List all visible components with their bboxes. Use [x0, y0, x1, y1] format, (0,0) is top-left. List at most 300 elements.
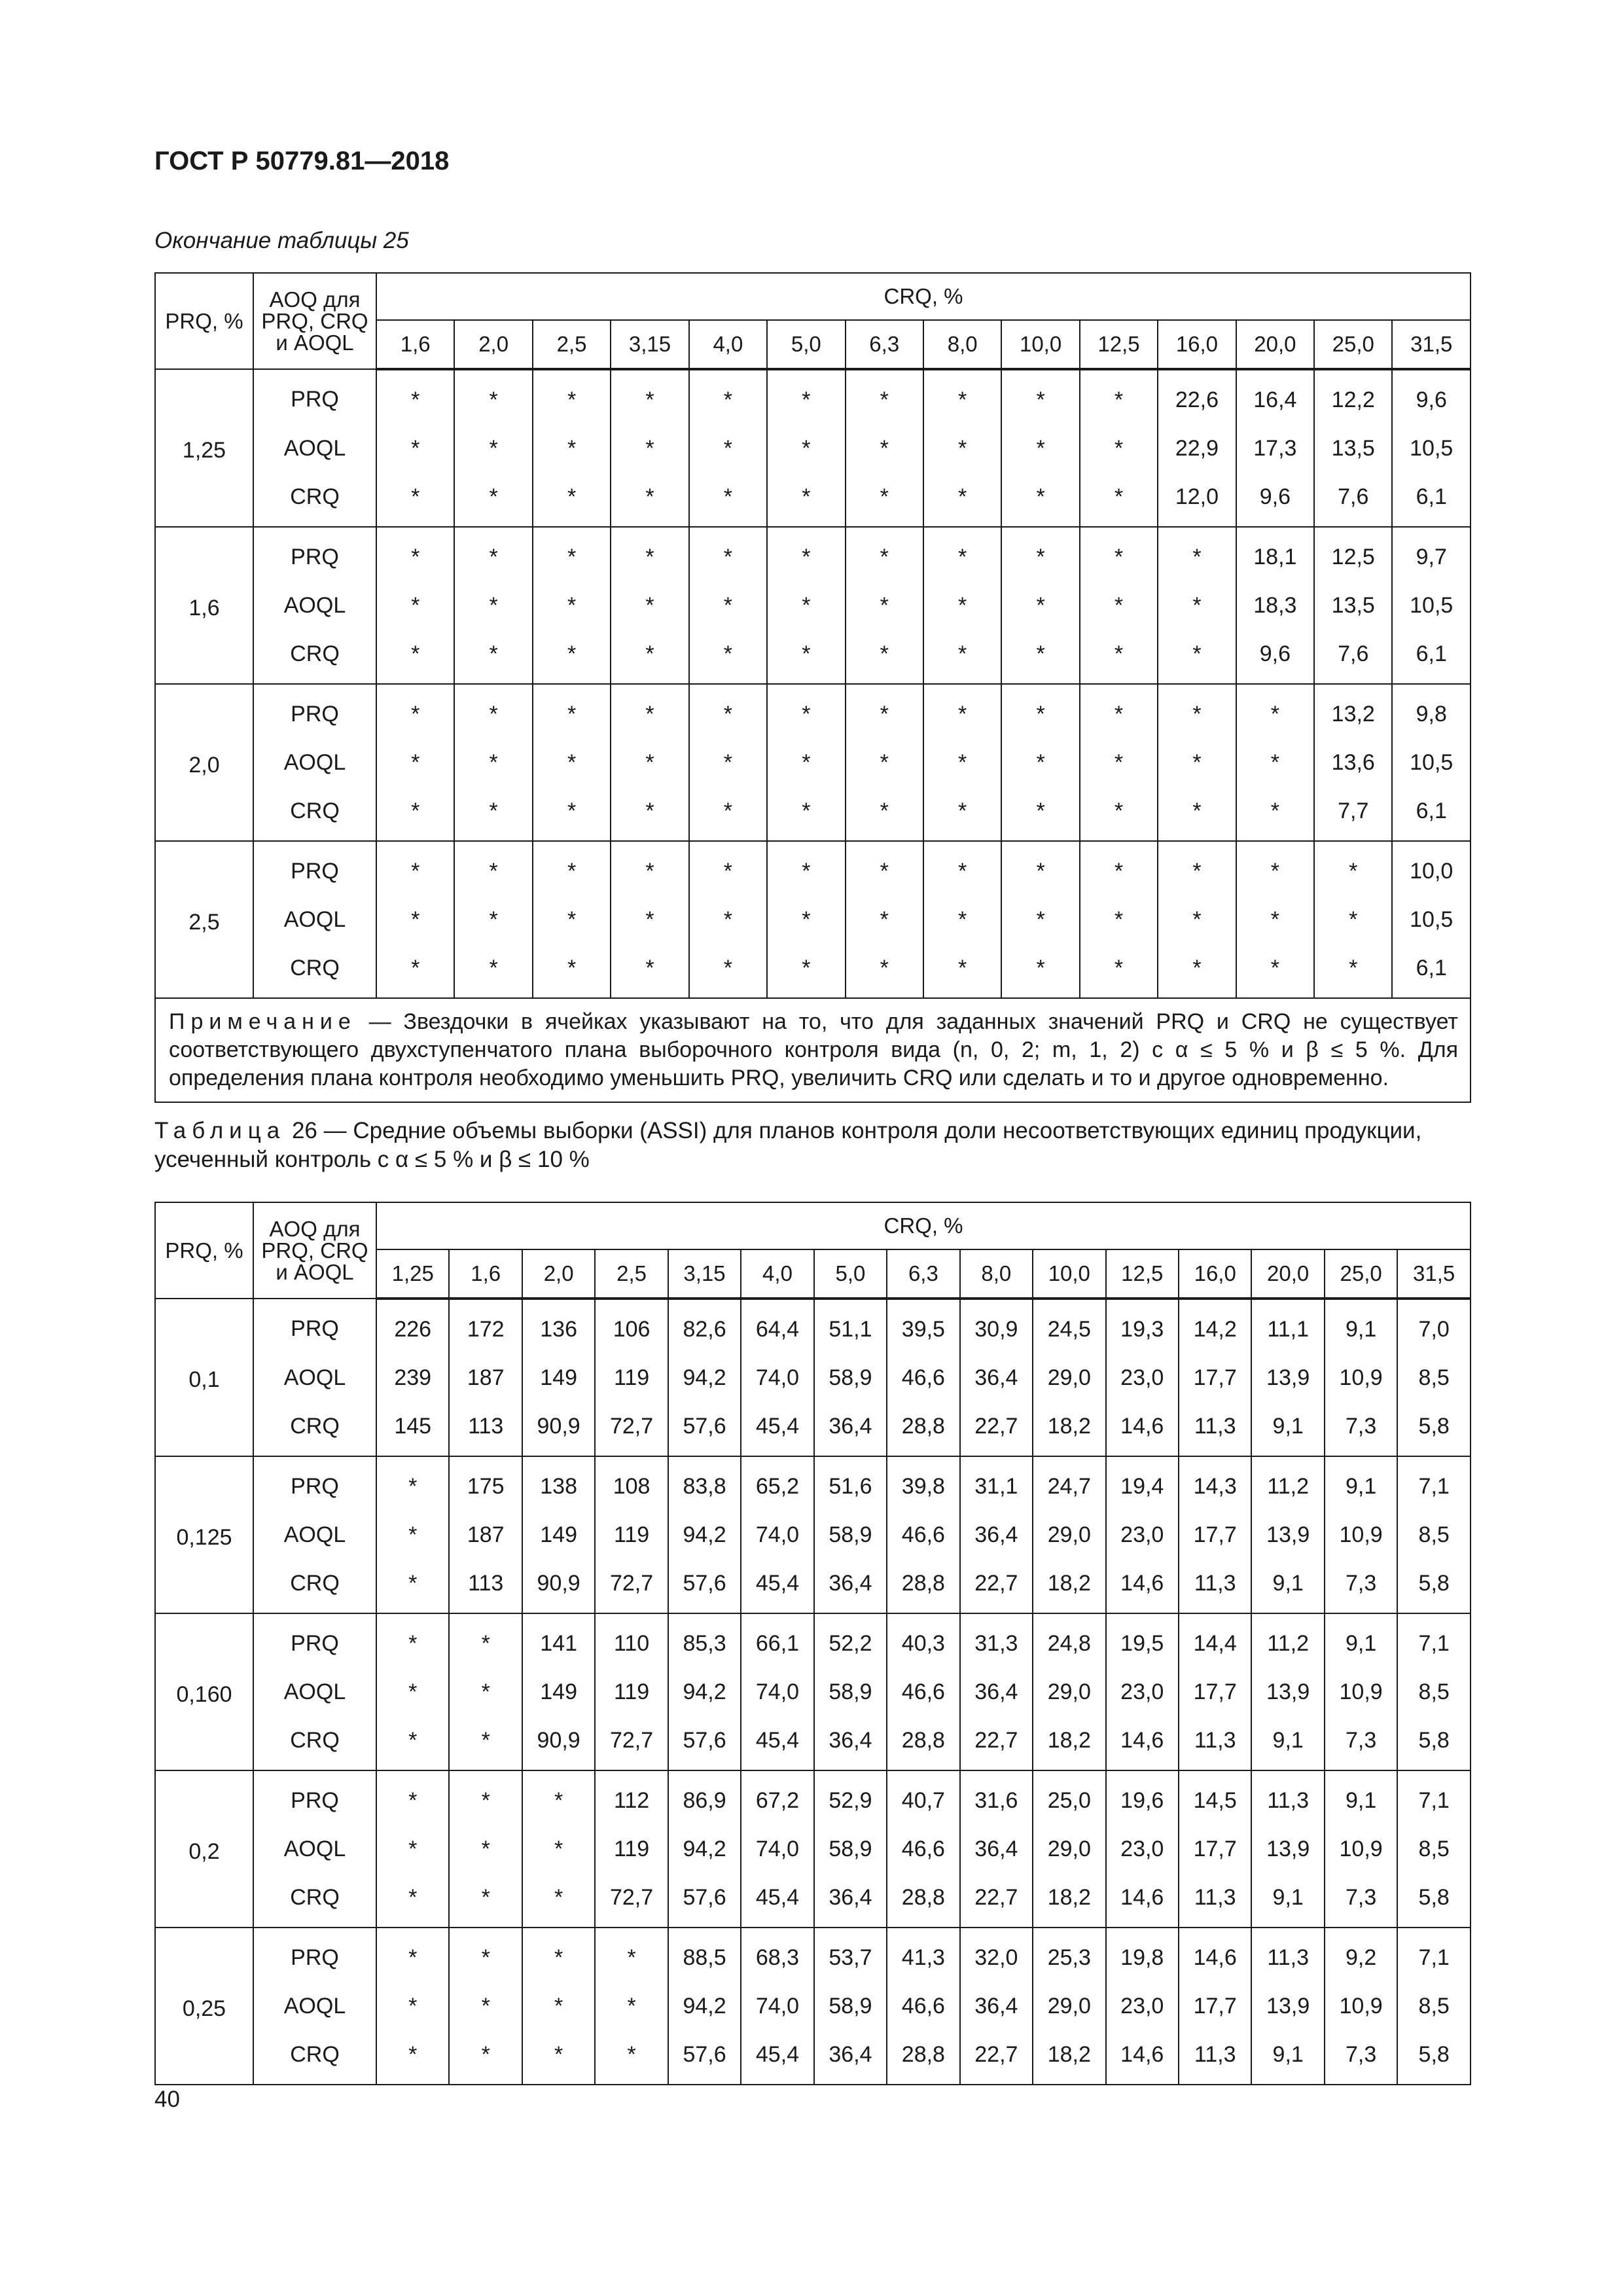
row-type-label: PRQ	[253, 684, 376, 738]
table-cell: 11,1	[1251, 1299, 1324, 1354]
table-cell: 10,9	[1325, 1354, 1397, 1402]
row-type-label: PRQ	[253, 527, 376, 581]
table-cell: *	[846, 944, 923, 998]
row-type-label: AOQL	[253, 581, 376, 630]
table-cell: 58,9	[814, 1668, 887, 1716]
table-cell: *	[454, 424, 532, 473]
table-cell: 11,3	[1179, 1873, 1251, 1928]
row-type-label: PRQ	[253, 1613, 376, 1668]
table-cell: *	[376, 1982, 449, 2030]
table-cell: *	[846, 738, 923, 787]
crq-value-header: 6,3	[887, 1249, 959, 1299]
crq-value-header: 6,3	[846, 320, 923, 369]
table-cell: 16,4	[1236, 369, 1314, 424]
table-cell: *	[522, 1825, 595, 1873]
crq-value-header: 25,0	[1314, 320, 1392, 369]
table-cell: 13,9	[1251, 1354, 1324, 1402]
table-cell: 10,9	[1325, 1825, 1397, 1873]
table-cell: *	[533, 944, 611, 998]
table-cell: 145	[376, 1402, 449, 1456]
table-cell: 46,6	[887, 1982, 959, 2030]
crq-value-header: 1,25	[376, 1249, 449, 1299]
table-cell: 52,9	[814, 1770, 887, 1825]
table-cell: 90,9	[522, 1402, 595, 1456]
table-cell: *	[767, 630, 845, 684]
table-row	[155, 630, 1471, 684]
table-cell: *	[767, 424, 845, 473]
table-cell: 36,4	[960, 1354, 1033, 1402]
table-cell: *	[376, 895, 454, 944]
table25-note	[155, 998, 1471, 1102]
crq-value-header: 2,5	[595, 1249, 668, 1299]
row-type-label: AOQL	[253, 1511, 376, 1559]
crq-value-header: 16,0	[1158, 320, 1236, 369]
crq-value-header: 4,0	[689, 320, 767, 369]
table-cell: 13,5	[1314, 581, 1392, 630]
prq-column-header: PRQ, %	[155, 273, 253, 369]
table-cell: *	[1158, 527, 1236, 581]
table-cell: 11,2	[1251, 1613, 1324, 1668]
table-cell: 14,5	[1179, 1770, 1251, 1825]
table-cell: *	[533, 369, 611, 424]
table-cell: 74,0	[741, 1511, 813, 1559]
crq-column-header: CRQ, %	[376, 1202, 1471, 1249]
table-row	[155, 1559, 1471, 1613]
note-text: — Звездочки в ячейках указывают на то, что для заданных значений PRQ и CRQ не существует соответствующего двухступенчатого плана выборочного контроля вида (n, 0, 2; m, 1, 2) с α ≤ 5 % и β ≤ 5 %. Для определения плана контроля необходимо уменьшить PRQ, увеличить CRQ или сделать и то и другое одновременно.	[169, 1009, 1458, 1090]
table-cell: *	[454, 473, 532, 527]
table-cell: *	[376, 1456, 449, 1511]
table-cell: *	[923, 473, 1001, 527]
table-cell: *	[767, 787, 845, 841]
table-cell: 57,6	[668, 1559, 741, 1613]
table-cell: 72,7	[595, 1402, 668, 1456]
crq-value-header: 31,5	[1397, 1249, 1471, 1299]
row-type-label: PRQ	[253, 1299, 376, 1354]
table-cell: 86,9	[668, 1770, 741, 1825]
table-cell: *	[533, 473, 611, 527]
crq-value-header: 2,0	[454, 320, 532, 369]
table-cell: 36,4	[960, 1825, 1033, 1873]
table-cell: 172	[449, 1299, 522, 1354]
table26-caption	[154, 1117, 1470, 1174]
table-cell: 25,3	[1033, 1928, 1105, 1982]
table-cell: 9,1	[1325, 1299, 1397, 1354]
table-cell: *	[522, 1770, 595, 1825]
crq-value-header: 3,15	[611, 320, 688, 369]
table-cell: 51,1	[814, 1299, 887, 1354]
crq-value-header: 8,0	[960, 1249, 1033, 1299]
table-cell: *	[923, 787, 1001, 841]
prq-group-value: 1,25	[155, 369, 253, 527]
table-cell: 57,6	[668, 2030, 741, 2085]
row-type-label: AOQL	[253, 424, 376, 473]
table-cell: 9,1	[1325, 1770, 1397, 1825]
table-cell: 57,6	[668, 1716, 741, 1770]
table-cell: 5,8	[1397, 1716, 1471, 1770]
table-cell: 58,9	[814, 1511, 887, 1559]
table-cell: *	[1158, 787, 1236, 841]
table25-continuation-caption: Окончание таблицы 25	[154, 228, 409, 253]
table-cell: 74,0	[741, 1354, 813, 1402]
table-cell: 88,5	[668, 1928, 741, 1982]
table-cell: 9,1	[1251, 1559, 1324, 1613]
table-cell: 18,2	[1033, 1716, 1105, 1770]
table-25	[154, 272, 1471, 1103]
table-cell: *	[767, 895, 845, 944]
table-cell: *	[1080, 684, 1158, 738]
table-cell: 239	[376, 1354, 449, 1402]
table-cell: 72,7	[595, 1716, 668, 1770]
table-cell: *	[1080, 473, 1158, 527]
table-cell: 19,5	[1106, 1613, 1179, 1668]
table-cell: 24,7	[1033, 1456, 1105, 1511]
table-cell: 36,4	[814, 1873, 887, 1928]
table-cell: *	[689, 944, 767, 998]
table-cell: *	[767, 527, 845, 581]
table-cell: 10,0	[1392, 841, 1471, 895]
row-type-label: CRQ	[253, 630, 376, 684]
table-cell: *	[846, 841, 923, 895]
table-cell: 22,6	[1158, 369, 1236, 424]
table-cell: *	[1158, 944, 1236, 998]
row-type-label: AOQL	[253, 1354, 376, 1402]
table-cell: *	[376, 1770, 449, 1825]
table-cell: *	[923, 895, 1001, 944]
table-cell: 36,4	[960, 1982, 1033, 2030]
table-cell: *	[454, 369, 532, 424]
table26-caption-text: 26 — Средние объемы выборки (ASSI) для планов контроля доли несоответствующих единиц продукции, усеченный контроль с α ≤ 5 % и β ≤ 10 %	[154, 1118, 1422, 1172]
row-type-label: CRQ	[253, 2030, 376, 2085]
table-cell: *	[454, 684, 532, 738]
table-cell: 28,8	[887, 1559, 959, 1613]
table-row	[155, 2030, 1471, 2085]
table-cell: 9,1	[1325, 1613, 1397, 1668]
table-cell: 119	[595, 1668, 668, 1716]
table-row	[155, 944, 1471, 998]
table-cell: *	[595, 1982, 668, 2030]
row-type-label: AOQL	[253, 1825, 376, 1873]
table-cell: 6,1	[1392, 473, 1471, 527]
table-cell: *	[376, 424, 454, 473]
table-cell: 45,4	[741, 1873, 813, 1928]
table-cell: 11,3	[1179, 2030, 1251, 2085]
table-cell: *	[449, 1873, 522, 1928]
table-cell: *	[376, 369, 454, 424]
table-cell: *	[376, 527, 454, 581]
row-type-label: PRQ	[253, 1456, 376, 1511]
table-cell: *	[449, 1668, 522, 1716]
table-cell: 149	[522, 1668, 595, 1716]
table-cell: 5,8	[1397, 1402, 1471, 1456]
table-cell: *	[611, 684, 688, 738]
table-cell: 23,0	[1106, 1354, 1179, 1402]
table-cell: *	[376, 1559, 449, 1613]
table-row	[155, 527, 1471, 581]
table-cell: 74,0	[741, 1668, 813, 1716]
table-cell: 28,8	[887, 1402, 959, 1456]
table-cell: *	[611, 527, 688, 581]
table-cell: 6,1	[1392, 630, 1471, 684]
table-cell: 7,3	[1325, 1402, 1397, 1456]
table-cell: 13,9	[1251, 1511, 1324, 1559]
table-cell: 7,1	[1397, 1613, 1471, 1668]
row-type-label: AOQL	[253, 738, 376, 787]
table-cell: *	[923, 841, 1001, 895]
table-cell: *	[611, 841, 688, 895]
table-cell: *	[689, 684, 767, 738]
table-cell: 94,2	[668, 1354, 741, 1402]
table-cell: *	[767, 738, 845, 787]
table-cell: 66,1	[741, 1613, 813, 1668]
row-type-label: CRQ	[253, 1559, 376, 1613]
table-cell: *	[767, 369, 845, 424]
table-cell: 138	[522, 1456, 595, 1511]
table-cell: 17,3	[1236, 424, 1314, 473]
note-label: Примечание	[169, 1009, 357, 1034]
table-cell: 23,0	[1106, 1511, 1179, 1559]
table-cell: *	[923, 424, 1001, 473]
table-cell: *	[533, 581, 611, 630]
row-type-label: PRQ	[253, 841, 376, 895]
table-cell: *	[767, 473, 845, 527]
table-cell: *	[376, 1613, 449, 1668]
prq-column-header: PRQ, %	[155, 1202, 253, 1299]
table-cell: 36,4	[960, 1511, 1033, 1559]
table-cell: 13,2	[1314, 684, 1392, 738]
table-cell: *	[1236, 684, 1314, 738]
table-cell: 14,6	[1106, 2030, 1179, 2085]
table-cell: 29,0	[1033, 1354, 1105, 1402]
table-row	[155, 424, 1471, 473]
table-cell: 22,7	[960, 1559, 1033, 1613]
table-cell: 17,7	[1179, 1668, 1251, 1716]
table-cell: 40,7	[887, 1770, 959, 1825]
table-cell: 187	[449, 1354, 522, 1402]
table-cell: 51,6	[814, 1456, 887, 1511]
table-cell: *	[846, 895, 923, 944]
table-cell: *	[449, 1716, 522, 1770]
table-cell: 7,1	[1397, 1928, 1471, 1982]
crq-value-header: 8,0	[923, 320, 1001, 369]
table-cell: 10,9	[1325, 1668, 1397, 1716]
table-cell: 10,9	[1325, 1982, 1397, 2030]
table26-caption-label: Таблица	[154, 1118, 286, 1143]
table-row	[155, 895, 1471, 944]
table-cell: 119	[595, 1825, 668, 1873]
table-cell: 39,5	[887, 1299, 959, 1354]
table-cell: *	[689, 895, 767, 944]
table-cell: *	[376, 1511, 449, 1559]
table-cell: *	[454, 787, 532, 841]
table-cell: 187	[449, 1511, 522, 1559]
table-cell: *	[1001, 424, 1079, 473]
table-cell: *	[1001, 684, 1079, 738]
table-cell: *	[923, 581, 1001, 630]
table-cell: 52,2	[814, 1613, 887, 1668]
table-cell: 29,0	[1033, 1982, 1105, 2030]
table-cell: 11,3	[1179, 1716, 1251, 1770]
table-cell: *	[454, 944, 532, 998]
table-cell: 9,7	[1392, 527, 1471, 581]
table-cell: *	[689, 424, 767, 473]
table-cell: *	[1080, 738, 1158, 787]
table-cell: 17,7	[1179, 1354, 1251, 1402]
table-cell: 45,4	[741, 1402, 813, 1456]
table-cell: *	[376, 473, 454, 527]
table-cell: 39,8	[887, 1456, 959, 1511]
table-cell: 25,0	[1033, 1770, 1105, 1825]
table-cell: *	[1158, 630, 1236, 684]
table-cell: *	[449, 1770, 522, 1825]
table-cell: *	[1080, 369, 1158, 424]
crq-value-header: 5,0	[767, 320, 845, 369]
table-row	[155, 738, 1471, 787]
table-cell: 22,7	[960, 1402, 1033, 1456]
prq-group-value: 2,5	[155, 841, 253, 998]
table-cell: 12,0	[1158, 473, 1236, 527]
table-cell: 36,4	[814, 2030, 887, 2085]
table-cell: *	[533, 738, 611, 787]
table-cell: 46,6	[887, 1825, 959, 1873]
table-cell: *	[611, 944, 688, 998]
table-cell: *	[1080, 424, 1158, 473]
table-cell: 23,0	[1106, 1825, 1179, 1873]
table-cell: 58,9	[814, 1354, 887, 1402]
table-cell: *	[846, 787, 923, 841]
table-cell: 113	[449, 1559, 522, 1613]
table-cell: 8,5	[1397, 1354, 1471, 1402]
table-cell: 10,9	[1325, 1511, 1397, 1559]
table-cell: 90,9	[522, 1716, 595, 1770]
table-cell: *	[449, 1613, 522, 1668]
crq-value-header: 5,0	[814, 1249, 887, 1299]
row-type-label: PRQ	[253, 1770, 376, 1825]
table-cell: 29,0	[1033, 1668, 1105, 1716]
table-cell: 12,5	[1314, 527, 1392, 581]
table-cell: 57,6	[668, 1873, 741, 1928]
prq-group-value: 2,0	[155, 684, 253, 841]
table-cell: 9,1	[1251, 1873, 1324, 1928]
table-row	[155, 1770, 1471, 1825]
table-cell: *	[454, 841, 532, 895]
table-cell: 8,5	[1397, 1668, 1471, 1716]
table-cell: 141	[522, 1613, 595, 1668]
table-row	[155, 684, 1471, 738]
crq-value-header: 4,0	[741, 1249, 813, 1299]
table-cell: *	[522, 1928, 595, 1982]
table-cell: *	[611, 895, 688, 944]
table-cell: 41,3	[887, 1928, 959, 1982]
prq-group-value: 0,125	[155, 1456, 253, 1613]
table-row	[155, 473, 1471, 527]
crq-value-header: 20,0	[1236, 320, 1314, 369]
table-cell: *	[1080, 581, 1158, 630]
table-cell: *	[611, 630, 688, 684]
table-cell: 14,6	[1106, 1402, 1179, 1456]
table-cell: *	[689, 369, 767, 424]
table-cell: 46,6	[887, 1354, 959, 1402]
table-cell: 7,0	[1397, 1299, 1471, 1354]
table-cell: *	[846, 684, 923, 738]
crq-value-header: 31,5	[1392, 320, 1471, 369]
table-cell: *	[1158, 895, 1236, 944]
table-cell: 7,6	[1314, 630, 1392, 684]
crq-value-header: 12,5	[1080, 320, 1158, 369]
table-cell: *	[1001, 473, 1079, 527]
table-cell: 22,9	[1158, 424, 1236, 473]
table-cell: *	[522, 2030, 595, 2085]
table-cell: 17,7	[1179, 1511, 1251, 1559]
table-row	[155, 787, 1471, 841]
table-cell: *	[454, 581, 532, 630]
table-cell: 13,9	[1251, 1982, 1324, 2030]
table-cell: 64,4	[741, 1299, 813, 1354]
table-cell: 108	[595, 1456, 668, 1511]
table-cell: 46,6	[887, 1668, 959, 1716]
table-cell: *	[923, 630, 1001, 684]
table-row	[155, 1825, 1471, 1873]
table-cell: 22,7	[960, 1873, 1033, 1928]
row-type-label: CRQ	[253, 1402, 376, 1456]
table-cell: 7,3	[1325, 1716, 1397, 1770]
table-cell: 36,4	[814, 1402, 887, 1456]
table-cell: 14,4	[1179, 1613, 1251, 1668]
table-cell: 19,3	[1106, 1299, 1179, 1354]
table-cell: 23,0	[1106, 1668, 1179, 1716]
row-type-label: AOQL	[253, 895, 376, 944]
table-cell: 18,3	[1236, 581, 1314, 630]
table-cell: 11,2	[1251, 1456, 1324, 1511]
table-cell: 7,1	[1397, 1770, 1471, 1825]
table-cell: 72,7	[595, 1873, 668, 1928]
table-cell: 72,7	[595, 1559, 668, 1613]
table-cell: *	[846, 581, 923, 630]
table-cell: 18,2	[1033, 2030, 1105, 2085]
table-cell: 13,9	[1251, 1825, 1324, 1873]
table-row	[155, 1873, 1471, 1928]
table-cell: 149	[522, 1354, 595, 1402]
table-cell: 14,6	[1106, 1559, 1179, 1613]
table-cell: 31,6	[960, 1770, 1033, 1825]
table-cell: *	[1314, 895, 1392, 944]
table-cell: 106	[595, 1299, 668, 1354]
table-cell: 13,6	[1314, 738, 1392, 787]
table-cell: 36,4	[814, 1716, 887, 1770]
table-cell: *	[767, 581, 845, 630]
aoq-column-header: AOQ для PRQ, CRQ и AOQL	[253, 273, 376, 369]
table-cell: 136	[522, 1299, 595, 1354]
table-cell: 23,0	[1106, 1982, 1179, 2030]
table-cell: 90,9	[522, 1559, 595, 1613]
table-row	[155, 369, 1471, 424]
table-cell: 22,7	[960, 1716, 1033, 1770]
table-cell: *	[376, 1716, 449, 1770]
table-cell: *	[533, 895, 611, 944]
table-cell: *	[376, 2030, 449, 2085]
table-cell: 74,0	[741, 1825, 813, 1873]
table-cell: 113	[449, 1402, 522, 1456]
table-cell: 14,6	[1179, 1928, 1251, 1982]
row-type-label: PRQ	[253, 369, 376, 424]
table-cell: *	[1158, 684, 1236, 738]
table-cell: *	[689, 630, 767, 684]
table-row	[155, 1613, 1471, 1668]
table-cell: 5,8	[1397, 2030, 1471, 2085]
prq-group-value: 1,6	[155, 527, 253, 684]
table-cell: 58,9	[814, 1982, 887, 2030]
table-cell: 82,6	[668, 1299, 741, 1354]
table-cell: *	[846, 527, 923, 581]
